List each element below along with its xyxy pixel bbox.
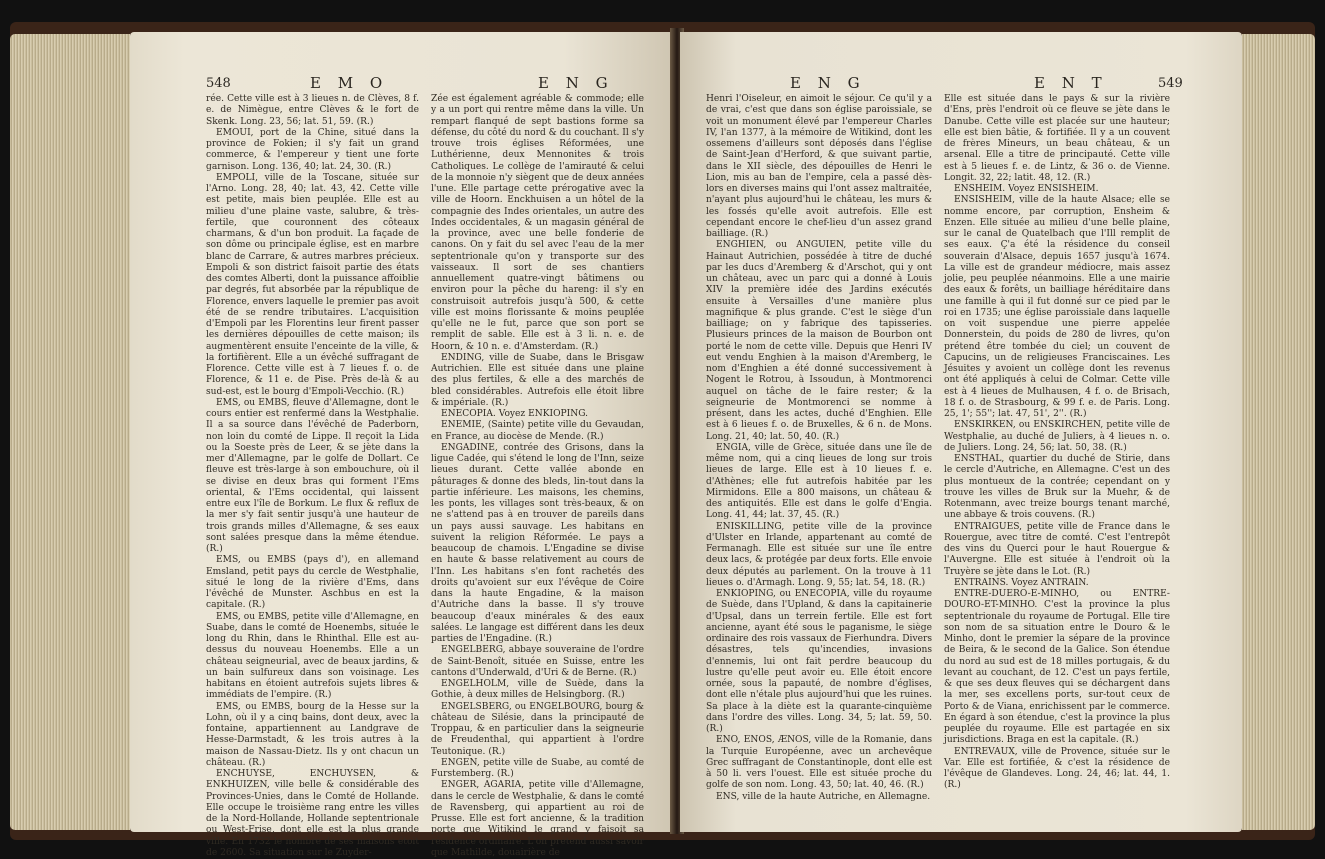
dictionary-entry: EMS, ou EMBS, bourg de la Hesse sur la Lohn, où il y a cinq bains, dont deux, avec la fontaine, appartiennent au Landgrave de Hesse-Darmstadt, & les trois autres à la maison de Nassau-Dietz. Ils y ont chacun un château. (R.)	[206, 701, 419, 768]
dictionary-entry: ENTRE-DUERO-E-MINHO, ou ENTRE-DOURO-ET-MINHO. C'est la province la plus septentrionale du royaume de Portugal. Elle tire son nom de sa situation entre le Douro & le Minho, dont le premier la sépare de la province de Beira, & le second de la Galice. Son étendue du nord au sud est de 18 milles portugais, & du levant au couchant, de 12. C'est un pays fertile, & que ses deux fleuves qui se déchargent dans la mer, ses excellens ports, sur-tout ceux de Porto & de Viana, enrichissent par le commerce. En égard à son étendue, c'est la province la plus peuplée du royaume. Elle est partagée en six jurisdictions. Braga en est la capitale. (R.)	[944, 589, 1170, 746]
page-number: 549	[1158, 76, 1183, 91]
dictionary-entry: ENCHUYSE, ENCHUYSEN, & ENKHUIZEN, ville belle & considérable des Provinces-Unies, dans le Comté de Hollande. Elle occupe le troisième rang entre les villes de la Nord-Hollande, Hollande septentrionale ou West-Frise, dont elle est la plus grande ville. En 1732 le nombre de ses maisons étoit de 2600. Sa situation sur le Zuyder-	[206, 769, 419, 858]
left-page	[130, 32, 672, 858]
text-column	[706, 94, 932, 814]
text-column	[431, 94, 644, 858]
dictionary-entry: EMS, ou EMBS, fleuve d'Allemagne, dont le cours entier est renfermé dans la Westphalie. Il a sa source dans l'évêché de Paderborn, non loin du comté de Lippe. Il reçoit la Lida ou la Soeste près de Leer, & se jète dans la mer d'Allemagne, par le golfe de Dollart. Ce fleuve est très-large à son embouchure, où il se divise en deux bras qui forment l'Ems oriental, & l'Ems occidental, qui laissent entre eux l'île de Borkum. Le flux & reflux de la mer s'y fait sentir jusqu'à une hauteur de trois grands milles d'Allemagne, & ses eaux sont salées presque dans la même étendue. (R.)	[206, 397, 419, 554]
dictionary-entry: ENSISHEIM, ville de la haute Alsace; elle se nomme encore, par corruption, Ensheim & Enzen. Elle située au milieu d'une belle plaine, sur le canal de Quatelbach que l'Ill remplit de ses eaux. Ç'a été la résidence du conseil souverain d'Alsace, depuis 1657 jusqu'à 1674. La ville est de grandeur médiocre, mais assez jolie, peu peuplée néanmoins. Elle a une mairie des eaux & forêts, un bailliage héréditaire dans une famille à qui il fut donné sur ce pied par le roi en 1735; une église paroissiale dans laquelle on voit suspendue une pierre appelée Donnerstein, du poids de 280 de livres, qu'on prétend être tombée du ciel; un couvent de Capucins, un de religieuses Franciscaines. Les Jésuites y avoient un collège dont les revenus ont été appliqués à celui de Colmar. Cette ville est à 4 lieues de Mulhausen, 4 f. o. de Brisach, 18 f. o. de Strasbourg, & 99 f. e. de Paris. Long. 25, 1'; 55''; lat. 47, 51', 2''. (R.)	[944, 195, 1170, 419]
dictionary-entry: Henri l'Oiseleur, en aimoit le séjour. Ce qu'il y a de vrai, c'est que dans son église paroissiale, se voit un monument élevé par l'empereur Charles IV, l'an 1377, à la mémoire de Witikind, dont les ossemens d'ailleurs sont déposés dans l'église de Saint-Jean d'Herford, & que suivant partie, dans le XII siècle, des dépouilles de Henri le Lion, mis au ban de l'empire, cela a passé dès-lors en diverses mains qui l'ont assez maltraitée, n'ayant plus aujourd'hui le château, les murs & les fossés qu'elle avoit autrefois. Elle est cependant encore le chef-lieu d'un assez grand bailliage. (R.)	[706, 94, 932, 239]
dictionary-entry: EMS, ou EMBS (pays d'), en allemand Emsland, petit pays du cercle de Westphalie, situé le long de la rivière d'Ems, dans l'évêché de Munster. Aschbus en est la capitale. (R.)	[206, 555, 419, 611]
dictionary-entry: ENECOPIA. Voyez ENKIOPING.	[441, 409, 589, 419]
left-page-edges	[10, 34, 130, 830]
dictionary-entry: ENGELHOLM, ville de Suède, dans la Gothie, à deux milles de Helsingborg. (R.)	[431, 679, 644, 701]
running-head: E N G	[538, 74, 614, 92]
right-page-edges	[1242, 34, 1315, 830]
dictionary-entry: ENS, ville de la haute Autriche, en Allemagne.	[716, 791, 931, 802]
dictionary-entry: ENSHEIM. Voyez ENSISHEIM.	[954, 184, 1099, 194]
dictionary-entry: EMPOLI, ville de la Toscane, située sur l'Arno. Long. 28, 40; lat. 43, 42. Cette ville est petite, mais bien peuplée. Elle est au milieu d'une plaine vaste, salubre, & très-fertile, que couronnent des côteaux charmans, & d'un bon produit. La façade de son dôme ou principale église, est en marbre blanc de Carrare, & autres marbres précieux. Empoli & son district faisoit partie des états des comtes Alberti, dont la puissance affoiblie par degrés, fut absorbée par la république de Florence, envers laquelle le premier pas avoit été de se rendre tributaires. L'acquisition d'Empoli par les Florentins leur firent passer les dernières dépouilles de cette maison; ils augmentèrent ensuite l'enceinte de la ville, & la fortifièrent. Elle a un évêché suffragant de Florence. Cette ville est à 7 lieues f. o. de Florence, & 11 e. de Pise. Près de-là & au sud-est, est le bourg d'Empoli-Vecchio. (R.)	[206, 172, 419, 397]
text-column	[206, 94, 419, 858]
dictionary-entry: EMOUI, port de la Chine, situé dans la province de Fokien; il s'y fait un grand commerce, & l'empereur y tient une forte garnison. Long. 136, 40; lat. 24, 30. (R.)	[206, 127, 419, 172]
dictionary-entry: ENGELBERG, abbaye souveraine de l'ordre de Saint-Benoît, située en Suisse, entre les cantons d'Underwald, d'Uri & de Berne. (R.)	[431, 645, 644, 678]
text-column	[944, 94, 1170, 814]
running-head: E N G	[790, 74, 866, 92]
dictionary-entry: ENGIA, ville de Grèce, située dans une île de même nom, qui a cinq lieues de long sur trois lieues de large. Elle est à 10 lieues f. e. d'Athènes; elle fut autrefois habitée par les Mirmidons. Elle a 800 maisons, un château & des antiquités. Elle est dans le golfe d'Engia. Long. 41, 44; lat. 37, 45. (R.)	[706, 442, 932, 521]
dictionary-entry: ENDING, ville de Suabe, dans le Brisgaw Autrichien. Elle est située dans une plaine des plus fertiles, & elle a des marchés de bled considérables. Autrefois elle étoit libre & impériale. (R.)	[431, 352, 644, 408]
text-columns	[206, 94, 644, 858]
dictionary-entry: ENTREVAUX, ville de Provence, située sur le Var. Elle est fortifiée, & c'est la résidence de l'évêque de Glandeves. Long. 24, 46; lat. 44, 1. (R.)	[944, 746, 1170, 791]
dictionary-entry: ENGELSBERG, ou ENGELBOURG, bourg & château de Silésie, dans la principauté de Troppau, & en particulier dans la seigneurie de Freudenthal, qui appartient à l'ordre Teutonique. (R.)	[431, 701, 644, 757]
dictionary-entry: rée. Cette ville est à 3 lieues n. de Clèves, 8 f. e. de Nimègue, entre Clèves & le fort de Skenk. Long. 23, 56; lat. 51, 59. (R.)	[206, 94, 419, 127]
right-page	[680, 32, 1242, 832]
dictionary-entry: ENSKIRKEN, ou ENSKIRCHEN, petite ville de Westphalie, au duché de Juliers, à 4 lieues n. o. de Juliers. Long. 24, 56; lat. 50, 38. (R.)	[944, 420, 1170, 453]
dictionary-entry: ENGADINE, contrée des Grisons, dans la ligue Cadée, qui s'étend le long de l'Inn, seize lieues durant. Cette vallée abonde en pâturages & donne des bleds, lin-tout dans la partie inférieure. Les maisons, les chemins, les ponts, les villages sont très-beaux, & on ne s'attend pas à en trouver de pareils dans un pays aussi sauvage. Les habitans en suivent la religion Réformée. Le pays a beaucoup de chamois. L'Engadine se divise en haute & basse relativement au cours de l'Inn. Les habitans s'en font rachetés des droits qu'avoient sur eux l'évêque de Coire dans la haute Engadine, & la maison d'Autriche dans la basse. Il s'y trouve beaucoup d'eaux minérales & des eaux salées. Le langage est différent dans les deux parties de l'Engadine. (R.)	[431, 442, 644, 644]
dictionary-entry: ENTRAINS. Voyez ANTRAIN.	[954, 577, 1089, 588]
dictionary-entry: Elle est située dans le pays & sur la rivière d'Ens, près l'endroit où ce fleuve se jète dans le Danube. Cette ville est placée sur une hauteur; elle est bien bâtie, & fortifiée. Il y a un couvent de frères Mineurs, un beau château, & un arsenal. Elle a titre de principauté. Cette ville est à 5 lieues f. e. de Lintz, & 36 o. de Vienne. Longit. 32, 22; latit. 48, 12. (R.)	[944, 94, 1170, 183]
dictionary-entry: ENEMIE, (Sainte) petite ville du Gevaudan, en France, au diocèse de Mende. (R.)	[431, 420, 644, 442]
page-number: 548	[206, 76, 231, 91]
dictionary-entry: ENISKILLING, petite ville de la province d'Ulster en Irlande, appartenant au comté de Fermanagh. Elle est située sur une île entre deux lacs, & protégée par deux forts. Elle envoie deux députés au parlement. On la trouve à 11 lieues o. d'Armagh. Long. 9, 55; lat. 54, 18. (R.)	[706, 521, 932, 588]
dictionary-entry: ENGER, AGARIA, petite ville d'Allemagne, dans le cercle de Westphalie, & dans le comté de Ravensberg, qui appartient au roi de Prusse. Elle est fort ancienne, & la tradition porte que Witikind le grand y faisoit sa résidence ordinaire. L'on prétend aussi savoir que Mathilde, douairière de	[431, 780, 644, 858]
text-columns	[706, 94, 1170, 814]
open-book	[10, 22, 1315, 858]
dictionary-entry: ENGHIEN, ou ANGUIEN, petite ville du Hainaut Autrichien, possédée à titre de duché par les ducs d'Aremberg & d'Arschot, qui y ont un château, avec un parc qui a donné à Louis XIV la première idée des Jardins exécutés ensuite à Versailles d'une manière plus magnifique & plus grande. C'est le siège d'un bailliage; on y fabrique des tapisseries. Plusieurs princes de la maison de Bourbon ont porté le nom de cette ville. Depuis que Henri IV eut vendu Enghien à la maison d'Aremberg, le nom d'Enghien a été donné successivement à Nogent le Rotrou, à Issoudun, à Montmorenci auquel on tâche de le faire rester; & la seigneurie de Montmorenci se nomme à présent, dans les actes, duché d'Enghien. Elle est à 6 lieues f. o. de Bruxelles, & 6 n. de Mons. Long. 21, 40; lat. 50, 40. (R.)	[706, 240, 932, 442]
dictionary-entry: EMS, ou EMBS, petite ville d'Allemagne, en Suabe, dans le comté de Hoenembs, située le long du Rhin, dans le Rhinthal. Elle est au-dessus du nouveau Hoenembs. Elle a un château seigneurial, avec de beaux jardins, & un bain sulfureux dans son voisinage. Les habitans en étoient autrefois sujets libres & immédiats de l'empire. (R.)	[206, 611, 419, 701]
dictionary-entry: ENSTHAL, quartier du duché de Stirie, dans le cercle d'Autriche, en Allemagne. C'est un des plus montueux de la contrée; cependant on y trouve les villes de Bruk sur la Muehr, & de Rotenmann, avec treize bourgs tenant marché, une abbaye & trois couvens. (R.)	[944, 454, 1170, 521]
dictionary-entry: Zée est également agréable & commode; elle y a un port qui rentre même dans la ville. Un rempart flanqué de sept bastions forme sa défense, du côté du nord & du couchant. Il s'y trouve trois églises Réformées, une Luthérienne, deux Mennonites & trois Catholiques. Le collège de l'amirauté & celui de la monnoie n'y siègent que de deux années l'une. Elle partage cette prérogative avec la ville de Hoorn. Enckhuisen a un hôtel de la compagnie des Indes orientales, un autre des Indes occidentales, & un magasin général de la province, avec une belle fonderie de canons. On y fait du sel avec l'eau de la mer septentrionale qu'on y transporte sur des vaisseaux. Il sort de ses chantiers annuellement quatre-vingt bâtimens ou environ pour la pêche du hareng: il s'y en construisoit autrefois jusqu'à 500, & cette ville est moins florissante & moins peuplée qu'elle ne le fut, parce que son port se remplit de sable. Elle est à 3 li. n. e. de Hoorn, & 10 n. e. d'Amsterdam. (R.)	[431, 94, 644, 352]
dictionary-entry: ENTRAIGUES, petite ville de France dans le Rouergue, avec titre de comté. C'est l'entrepôt des vins du Querci pour le haut Rouergue & l'Auvergne. Elle est située à l'endroit où la Truyère se jète dans le Lot. (R.)	[944, 521, 1170, 577]
running-head: E N T	[1034, 74, 1108, 92]
dictionary-entry: ENGEN, petite ville de Suabe, au comté de Furstemberg. (R.)	[431, 757, 644, 779]
dictionary-entry: ENKIOPING, ou ENECOPIA, ville du royaume de Suède, dans l'Upland, & dans la capitainerie d'Upsal, dans un terrein fertile. Elle est fort ancienne, ayant été sous le paganisme, le siège ordinaire des rois vassaux de Fierhundra. Divers désastres, tels qu'incendies, invasions d'ennemis, lui ont fait perdre beaucoup du lustre qu'elle peut avoir eu. Elle étoit encore ornée, sous la papauté, de nombre d'églises, dont elle n'étale plus aujourd'hui que les ruines. Sa place à la diète est la quarante-cinquième dans l'ordre des villes. Long. 34, 5; lat. 59, 50. (R.)	[706, 589, 932, 734]
dictionary-entry: ENO, ENOS, ÆNOS, ville de la Romanie, dans la Turquie Européenne, avec un archevêque Grec suffragant de Constantinople, dont elle est à 50 li. vers l'ouest. Elle est située proche du golfe de son nom. Long. 43, 50; lat. 40, 46. (R.)	[706, 735, 932, 791]
running-head: E M O	[310, 74, 389, 92]
